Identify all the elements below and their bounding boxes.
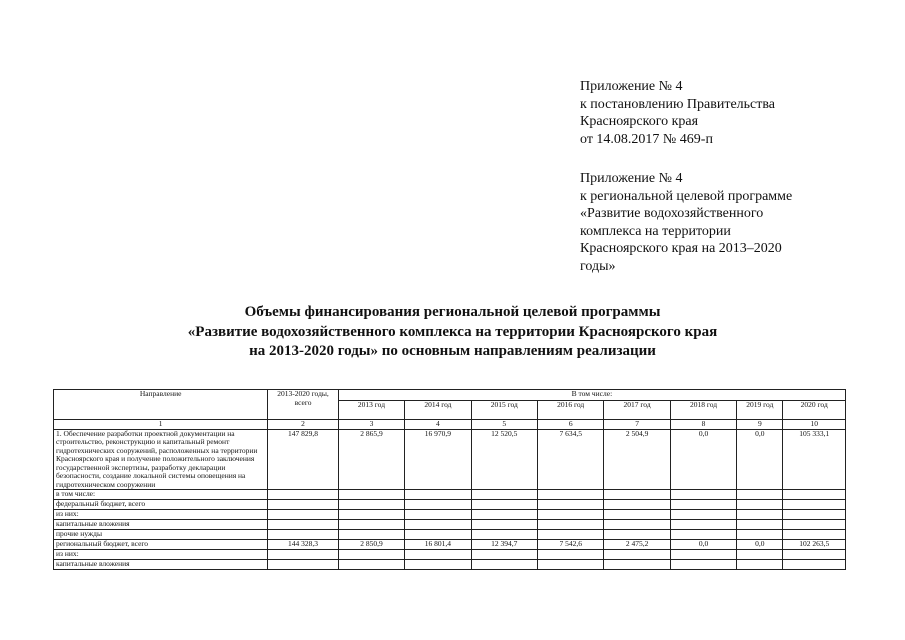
cell-value xyxy=(405,530,471,540)
cell-value xyxy=(471,560,537,570)
cell-value xyxy=(405,520,471,530)
cell-value xyxy=(783,530,846,540)
cell-value xyxy=(783,520,846,530)
cell-value: 7 542,6 xyxy=(537,540,603,550)
cell-value xyxy=(737,530,783,540)
cell-value xyxy=(338,490,404,500)
appendix-line: к региональной целевой программе xyxy=(580,188,793,204)
cell-value xyxy=(338,520,404,530)
cell-value xyxy=(737,510,783,520)
cell-value xyxy=(670,550,736,560)
financing-table xyxy=(53,389,846,570)
cell-total xyxy=(268,510,338,520)
cell-value xyxy=(737,550,783,560)
appendix-line: Приложение № 4 xyxy=(580,79,683,94)
table-row xyxy=(54,429,846,490)
header-year: 2013 год xyxy=(338,401,404,420)
appendix-line: к постановлению Правительства xyxy=(580,96,776,112)
cell-value: 0,0 xyxy=(737,540,783,550)
cell-value xyxy=(604,520,670,530)
cell-value: 0,0 xyxy=(670,540,736,550)
cell-value xyxy=(405,500,471,510)
cell-value xyxy=(471,500,537,510)
cell-total: 144 328,3 xyxy=(268,540,338,550)
cell-value: 16 801,4 xyxy=(405,540,471,550)
cell-total xyxy=(268,550,338,560)
cell-value xyxy=(471,510,537,520)
cell-value xyxy=(737,560,783,570)
appendix-line: Красноярского края xyxy=(580,114,699,129)
column-index: 4 xyxy=(405,420,471,430)
cell-value xyxy=(783,560,846,570)
cell-total xyxy=(268,500,338,510)
header-year: 2014 год xyxy=(405,401,471,420)
cell-value xyxy=(537,550,603,560)
cell-value xyxy=(783,510,846,520)
cell-value xyxy=(338,530,404,540)
cell-value xyxy=(537,510,603,520)
cell-total xyxy=(268,520,338,530)
cell-value xyxy=(471,520,537,530)
cell-value xyxy=(338,550,404,560)
column-index: 6 xyxy=(537,420,603,430)
column-index-row xyxy=(54,420,846,430)
cell-value xyxy=(471,530,537,540)
cell-value xyxy=(604,560,670,570)
row-label: в том числе: xyxy=(54,490,268,500)
row-label: региональный бюджет, всего xyxy=(54,540,268,550)
cell-value: 12 520,5 xyxy=(471,429,537,490)
cell-value xyxy=(537,530,603,540)
column-index: 9 xyxy=(737,420,783,430)
row-label: из них: xyxy=(54,550,268,560)
cell-value xyxy=(604,530,670,540)
header-year: 2020 год xyxy=(783,401,846,420)
appendix-line: годы» xyxy=(580,258,616,274)
appendix-regional-program xyxy=(580,170,792,275)
cell-value xyxy=(338,500,404,510)
header-year: 2018 год xyxy=(670,401,736,420)
appendix-line: «Развитие водохозяйственного xyxy=(580,206,764,221)
header-total: 2013-2020 годы, всего xyxy=(268,390,338,420)
table-row xyxy=(54,550,846,560)
column-index: 2 xyxy=(268,420,338,430)
row-label: 1. Обеспечение разработки проектной документации на строительство, реконструкцию и капитальный ремонт гидротехнических сооружений, расположенных на территории Красноярского края и получение положительного заключения государственной экспертизы, разработку декларации безопасности, создание локальной системы оповещения на гидротехническом сооружении xyxy=(54,429,268,490)
cell-value xyxy=(471,550,537,560)
cell-value xyxy=(670,490,736,500)
table-row xyxy=(54,530,846,540)
table-row xyxy=(54,540,846,550)
appendix-line: от 14.08.2017 № 469-п xyxy=(580,131,713,147)
cell-value xyxy=(537,490,603,500)
cell-value: 7 634,5 xyxy=(537,429,603,490)
cell-value: 2 850,9 xyxy=(338,540,404,550)
cell-value: 102 263,5 xyxy=(783,540,846,550)
cell-value: 16 970,9 xyxy=(405,429,471,490)
column-index: 8 xyxy=(670,420,736,430)
row-label: капитальные вложения xyxy=(54,520,268,530)
header-year: 2019 год xyxy=(737,401,783,420)
cell-value xyxy=(737,520,783,530)
row-label: капитальные вложения xyxy=(54,560,268,570)
cell-value xyxy=(604,510,670,520)
row-label: федеральный бюджет, всего xyxy=(54,500,268,510)
title-line: «Развитие водохозяйственного комплекса на территории Красноярского края xyxy=(187,323,718,340)
cell-value xyxy=(471,490,537,500)
table-row xyxy=(54,500,846,510)
cell-value xyxy=(670,500,736,510)
cell-value xyxy=(405,550,471,560)
appendix-government-resolution xyxy=(580,78,775,148)
cell-value xyxy=(783,490,846,500)
table-row xyxy=(54,510,846,520)
row-label: прочие нужды xyxy=(54,530,268,540)
cell-value xyxy=(338,560,404,570)
cell-value xyxy=(737,500,783,510)
cell-value xyxy=(737,490,783,500)
cell-value: 2 865,9 xyxy=(338,429,404,490)
cell-value xyxy=(783,550,846,560)
cell-value xyxy=(604,490,670,500)
title-line: Объемы финансирования региональной целевой программы xyxy=(244,304,661,320)
cell-value: 12 394,7 xyxy=(471,540,537,550)
cell-value xyxy=(670,520,736,530)
table-row xyxy=(54,490,846,500)
cell-value xyxy=(405,560,471,570)
cell-value: 0,0 xyxy=(737,429,783,490)
header-direction: Направление xyxy=(54,390,268,420)
column-index: 5 xyxy=(471,420,537,430)
cell-value xyxy=(604,550,670,560)
cell-value xyxy=(670,510,736,520)
cell-value xyxy=(670,560,736,570)
cell-value xyxy=(338,510,404,520)
appendix-line: комплекса на территории xyxy=(580,223,731,239)
title-line: на 2013-2020 годы» по основным направлениям реализации xyxy=(249,343,656,359)
cell-value xyxy=(537,560,603,570)
cell-value: 0,0 xyxy=(670,429,736,490)
table-row xyxy=(54,560,846,570)
cell-total: 147 829,8 xyxy=(268,429,338,490)
appendix-line: Красноярского края на 2013–2020 xyxy=(580,241,782,256)
header-year: 2017 год xyxy=(604,401,670,420)
table-row xyxy=(54,520,846,530)
cell-value: 2 475,2 xyxy=(604,540,670,550)
cell-value: 2 504,9 xyxy=(604,429,670,490)
cell-total xyxy=(268,490,338,500)
cell-value xyxy=(783,500,846,510)
cell-total xyxy=(268,560,338,570)
cell-value xyxy=(405,510,471,520)
header-including: В том числе: xyxy=(338,390,845,401)
header-year: 2016 год xyxy=(537,401,603,420)
cell-total xyxy=(268,530,338,540)
document-title xyxy=(0,303,905,362)
appendix-line: Приложение № 4 xyxy=(580,171,683,186)
column-index: 1 xyxy=(54,420,268,430)
column-index: 10 xyxy=(783,420,846,430)
cell-value xyxy=(537,520,603,530)
cell-value: 105 333,1 xyxy=(783,429,846,490)
cell-value xyxy=(604,500,670,510)
row-label: из них: xyxy=(54,510,268,520)
header-year: 2015 год xyxy=(471,401,537,420)
column-index: 7 xyxy=(604,420,670,430)
cell-value xyxy=(405,490,471,500)
cell-value xyxy=(537,500,603,510)
column-index: 3 xyxy=(338,420,404,430)
cell-value xyxy=(670,530,736,540)
